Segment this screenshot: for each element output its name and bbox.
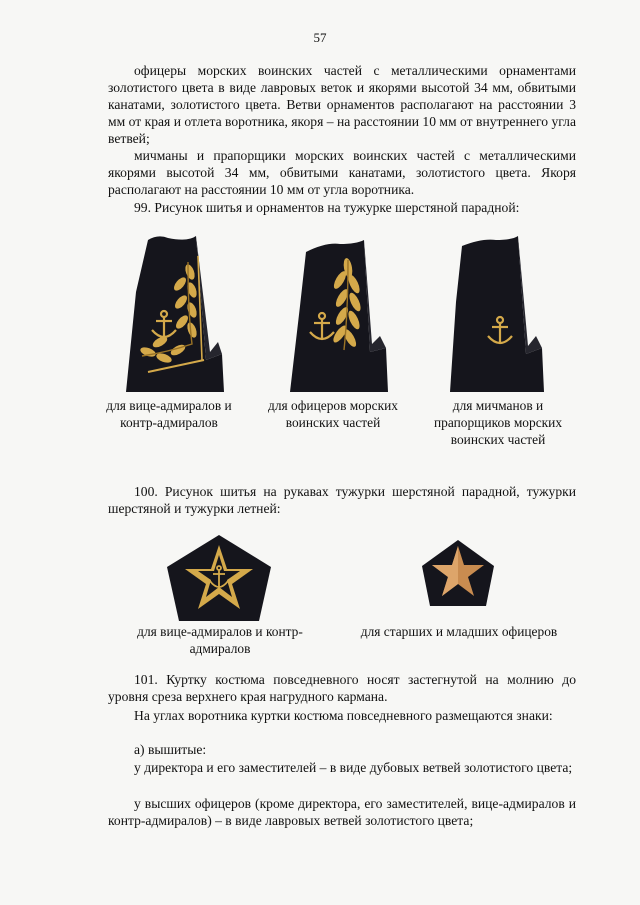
collar-warrant-image (442, 232, 557, 397)
caption-collar-admirals: для вице-адмиралов и контр-адмиралов (106, 398, 232, 430)
collar-figure-admirals (118, 232, 233, 397)
sleeve-figure-admirals (163, 533, 275, 623)
paragraph-director: у директора и его заместителей – в виде дубовых ветвей золотистого цвета; (134, 760, 573, 775)
caption-sleeve-officers: для старших и младших офицеров (360, 624, 558, 639)
caption-sleeve-admirals: для вице-адмиралов и контр-адмиралов (137, 624, 303, 656)
sleeve-figure-officers (420, 538, 496, 608)
sleeve-officers-image (420, 538, 496, 608)
collar-figure-warrant (442, 232, 557, 397)
paragraph-embroidered: а) вышитые: (134, 742, 207, 757)
caption-collar-warrant: для мичманов и прапорщиков морских воинских частей (433, 398, 563, 447)
paragraph-collar-signs: На углах воротника куртки костюма повседневного размещаются знаки: (134, 708, 553, 723)
caption-collar-officers: для офицеров морских воинских частей (268, 398, 398, 430)
collar-admirals-image (118, 232, 233, 397)
page-number: 57 (313, 30, 327, 45)
paragraph-officers-ornaments: офицеры морских воинских частей с металлическими орнаментами золотистого цвета в виде лавровых веток и якорями высотой 34 мм, обвитыми канатами, золотистого цвета. Ветви орнаментов располагают на расстоянии 3 мм от края и отлета воротника, якоря – на расстоянии 10 мм от внутреннего угла ветвей; (108, 63, 576, 146)
collar-figure-officers (282, 232, 397, 397)
paragraph-101: 101. Куртку костюма повседневного носят застегнутой на молнию до уровня среза верхнего края нагрудного кармана. (108, 672, 576, 704)
paragraph-99-heading: 99. Рисунок шитья и орнаментов на тужурке шерстяной парадной: (134, 200, 520, 215)
collar-officers-image (282, 232, 397, 397)
paragraph-senior-officers: у высших офицеров (кроме директора, его заместителей, вице-адмиралов и контр-адмиралов) – в виде лавровых ветвей золотистого цвета; (108, 796, 576, 828)
sleeve-admirals-image (163, 533, 275, 623)
paragraph-100-heading: 100. Рисунок шитья на рукавах тужурки шерстяной парадной, тужурки шерстяной и тужурки летней: (108, 484, 576, 516)
paragraph-warrant-anchors: мичманы и прапорщики морских воинских частей с металлическими якорями высотой 34 мм, обвитыми канатами, золотистого цвета. Якоря располагают на расстоянии 10 мм от угла воротника. (108, 148, 576, 197)
